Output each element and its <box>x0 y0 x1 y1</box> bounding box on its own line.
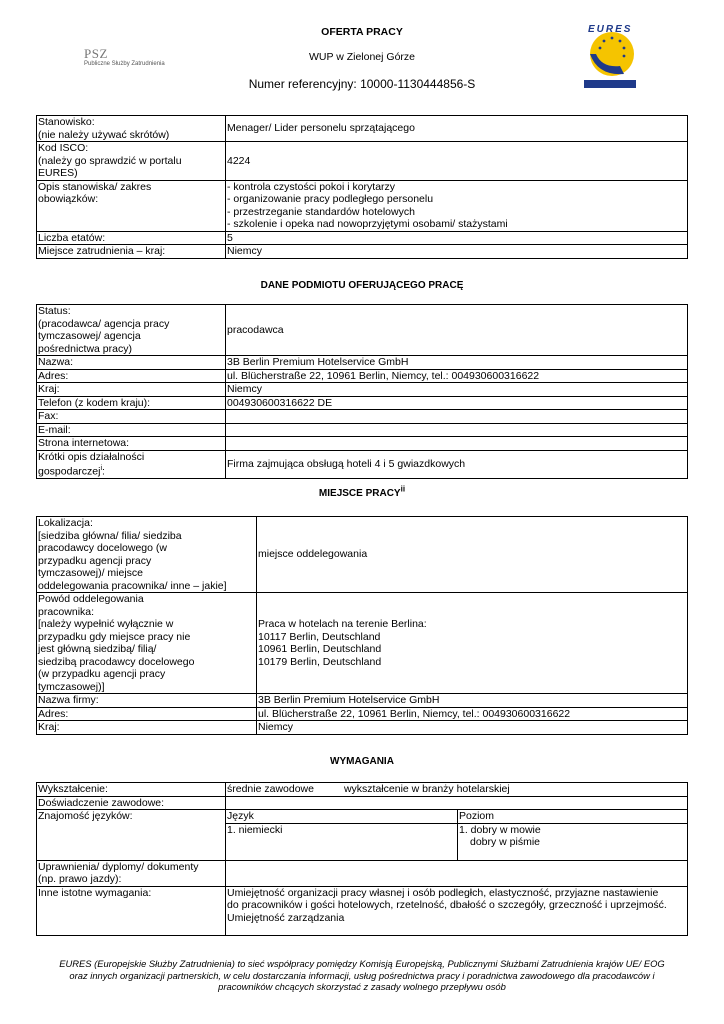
psz-logo-text: PSZ <box>84 46 108 61</box>
position-value: Menager/ Lider personelu sprzątającego <box>226 116 688 142</box>
requirements-section-title: WYMAGANIA <box>330 756 394 767</box>
table-row <box>37 886 688 935</box>
workplace-section-title: MIEJSCE PRACY$^{ii}$ <box>318 484 406 499</box>
job-table <box>36 115 688 259</box>
licenses-label: Uprawnienia/ dyplomy/ dokumenty (np. prawo jazdy): <box>37 860 226 886</box>
requirements-table <box>36 782 688 936</box>
table-row <box>37 517 688 593</box>
table-row <box>37 423 688 437</box>
table-row <box>37 783 688 797</box>
other-value: Umiejętność organizacji pracy własnej i osób podległch, elastyczność, przyjazne nastawienie do pracowników i gości hotelowych, rzetelność, dbałość o szczegóły, grzeczność i uprzejmość. Umiejętność zarządzania <box>226 886 688 935</box>
country-value: Niemcy <box>226 245 688 259</box>
eures-logo <box>580 24 640 92</box>
eures-logo-text: EURES <box>588 24 633 35</box>
status-label: Status: (pracodawca/ agencja pracy tymczasowej/ agencja pośrednictwa pracy) <box>37 305 226 356</box>
table-row <box>37 180 688 231</box>
employer-section-title: DANE PODMIOTU OFERUJĄCEGO PRACĘ <box>260 280 464 291</box>
list-item: - przestrzeganie standardów hotelowych <box>227 205 415 218</box>
duties-value <box>226 180 688 231</box>
isco-label: Kod ISCO: (należy go sprawdzić w portalu EURES) <box>37 142 226 181</box>
address-label: Adres: <box>37 707 257 721</box>
footnote-marker: i <box>100 465 103 472</box>
position-label: Stanowisko: (nie należy używać skrótów) <box>37 116 226 142</box>
posts-label: Liczba etatów: <box>37 231 226 245</box>
employer-table <box>36 304 688 479</box>
level-column-header: Poziom <box>458 810 688 824</box>
language-value: 1. niemiecki <box>226 823 458 860</box>
table-row <box>37 410 688 424</box>
website-value <box>226 437 688 451</box>
reason-label: Powód oddelegowania pracownika: [należy wypełnić wyłącznie w przypadku gdy miejsce pracy nie jest główną siedzibą/ filią/ siedzibą pracodawcy docelowego (w przypadku agencji pracy tymczasowej)] <box>37 593 257 694</box>
address-value: ul. Blücherstraße 22, 10961 Berlin, Niemcy, tel.: 004930600316622 <box>257 707 688 721</box>
licenses-value <box>226 860 688 886</box>
education-label: Wykształcenie: <box>37 783 226 797</box>
table-row <box>37 305 688 356</box>
fax-value <box>226 410 688 424</box>
table-row <box>37 142 688 181</box>
list-item: - szkolenie i opeka nad nowoprzyjętymi osobami/ stażystami <box>227 218 508 230</box>
activity-value: Firma zajmująca obsługą hoteli 4 i 5 gwiazdkowych <box>226 450 688 479</box>
page-title: OFERTA PRACY <box>321 26 403 38</box>
table-row <box>37 356 688 370</box>
address-label: Adres: <box>37 369 226 383</box>
table-row <box>37 245 688 259</box>
table-row <box>37 369 688 383</box>
table-row <box>37 810 688 824</box>
company-value: 3B Berlin Premium Hotelservice GmbH <box>257 694 688 708</box>
phone-label: Telefon (z kodem kraju): <box>37 396 226 410</box>
table-row <box>37 116 688 142</box>
other-label: Inne istotne wymagania: <box>37 886 226 935</box>
office-name: WUP w Zielonej Górze <box>308 51 415 63</box>
experience-value <box>226 796 688 810</box>
table-row <box>37 721 688 735</box>
country-value: Niemcy <box>257 721 688 735</box>
level-value: 1. dobry w mowie dobry w piśmie <box>458 823 688 860</box>
table-row <box>37 437 688 451</box>
website-label: Strona internetowa: <box>37 437 226 451</box>
table-row <box>37 707 688 721</box>
email-label: E-mail: <box>37 423 226 437</box>
education-value: średnie zawodowe wykształcenie w branży hotelarskiej <box>226 783 688 797</box>
location-label: Lokalizacja: [siedziba główna/ filia/ siedziba pracodawcy docelowego (w przypadku agencji pracy tymczasowej)/ miejsce oddelegowania pracownika/ inne – jakie] <box>37 517 257 593</box>
company-label: Nazwa firmy: <box>37 694 257 708</box>
name-value: 3B Berlin Premium Hotelservice GmbH <box>226 356 688 370</box>
activity-label: Krótki opis działalności gospodarczej$^i$: <box>37 450 226 479</box>
posts-value: 5 <box>226 231 688 245</box>
status-value: pracodawca <box>226 305 688 356</box>
footer-note: EURES (Europejskie Służby Zatrudnienia) to sieć współpracy pomiędzy Komisją Europejską, Publicznymi Służbami Zatrudnienia krajów UE/ EOG oraz innych organizacji partnerskich, w celu dostarczania informacji, usług pośrednictwa pracy i poradnictwa zawodowego dla pracodawców i pracowników chcących skorzystać z zasady wolnego przepływu osób <box>59 958 665 993</box>
table-row <box>37 593 688 694</box>
experience-label: Doświadczenie zawodowe: <box>37 796 226 810</box>
country-value: Niemcy <box>226 383 688 397</box>
isco-value: 4224 <box>226 142 688 181</box>
country-label: Kraj: <box>37 383 226 397</box>
duties-label: Opis stanowiska/ zakres obowiązków: <box>37 180 226 231</box>
workplace-table <box>36 516 688 735</box>
table-row <box>37 396 688 410</box>
table-row <box>37 860 688 886</box>
psz-logo-subtext: Publiczne Służby Zatrudnienia <box>84 61 165 67</box>
location-value: miejsce oddelegowania <box>257 517 688 593</box>
address-value: ul. Blücherstraße 22, 10961 Berlin, Niemcy, tel.: 004930600316622 <box>226 369 688 383</box>
email-value <box>226 423 688 437</box>
languages-label: Znajomość języków: <box>37 810 226 861</box>
table-row <box>37 450 688 479</box>
table-row <box>37 383 688 397</box>
table-row <box>37 796 688 810</box>
phone-value: 004930600316622 DE <box>226 396 688 410</box>
country-label: Kraj: <box>37 721 257 735</box>
country-label: Miejsce zatrudnienia – kraj: <box>37 245 226 259</box>
table-row <box>37 231 688 245</box>
name-label: Nazwa: <box>37 356 226 370</box>
list-item: - organizowanie pracy podległego personelu <box>227 193 434 205</box>
language-column-header: Język <box>226 810 458 824</box>
fax-label: Fax: <box>37 410 226 424</box>
reference-number: Numer referencyjny: 10000-1130444856-S <box>248 77 476 91</box>
list-item: - kontrola czystości pokoi i korytarzy <box>227 180 396 193</box>
footnote-marker: ii <box>400 484 406 494</box>
table-row <box>37 694 688 708</box>
reason-value: Praca w hotelach na terenie Berlina: 10117 Berlin, Deutschland 10961 Berlin, Deutschland 10179 Berlin, Deutschland <box>257 593 688 694</box>
